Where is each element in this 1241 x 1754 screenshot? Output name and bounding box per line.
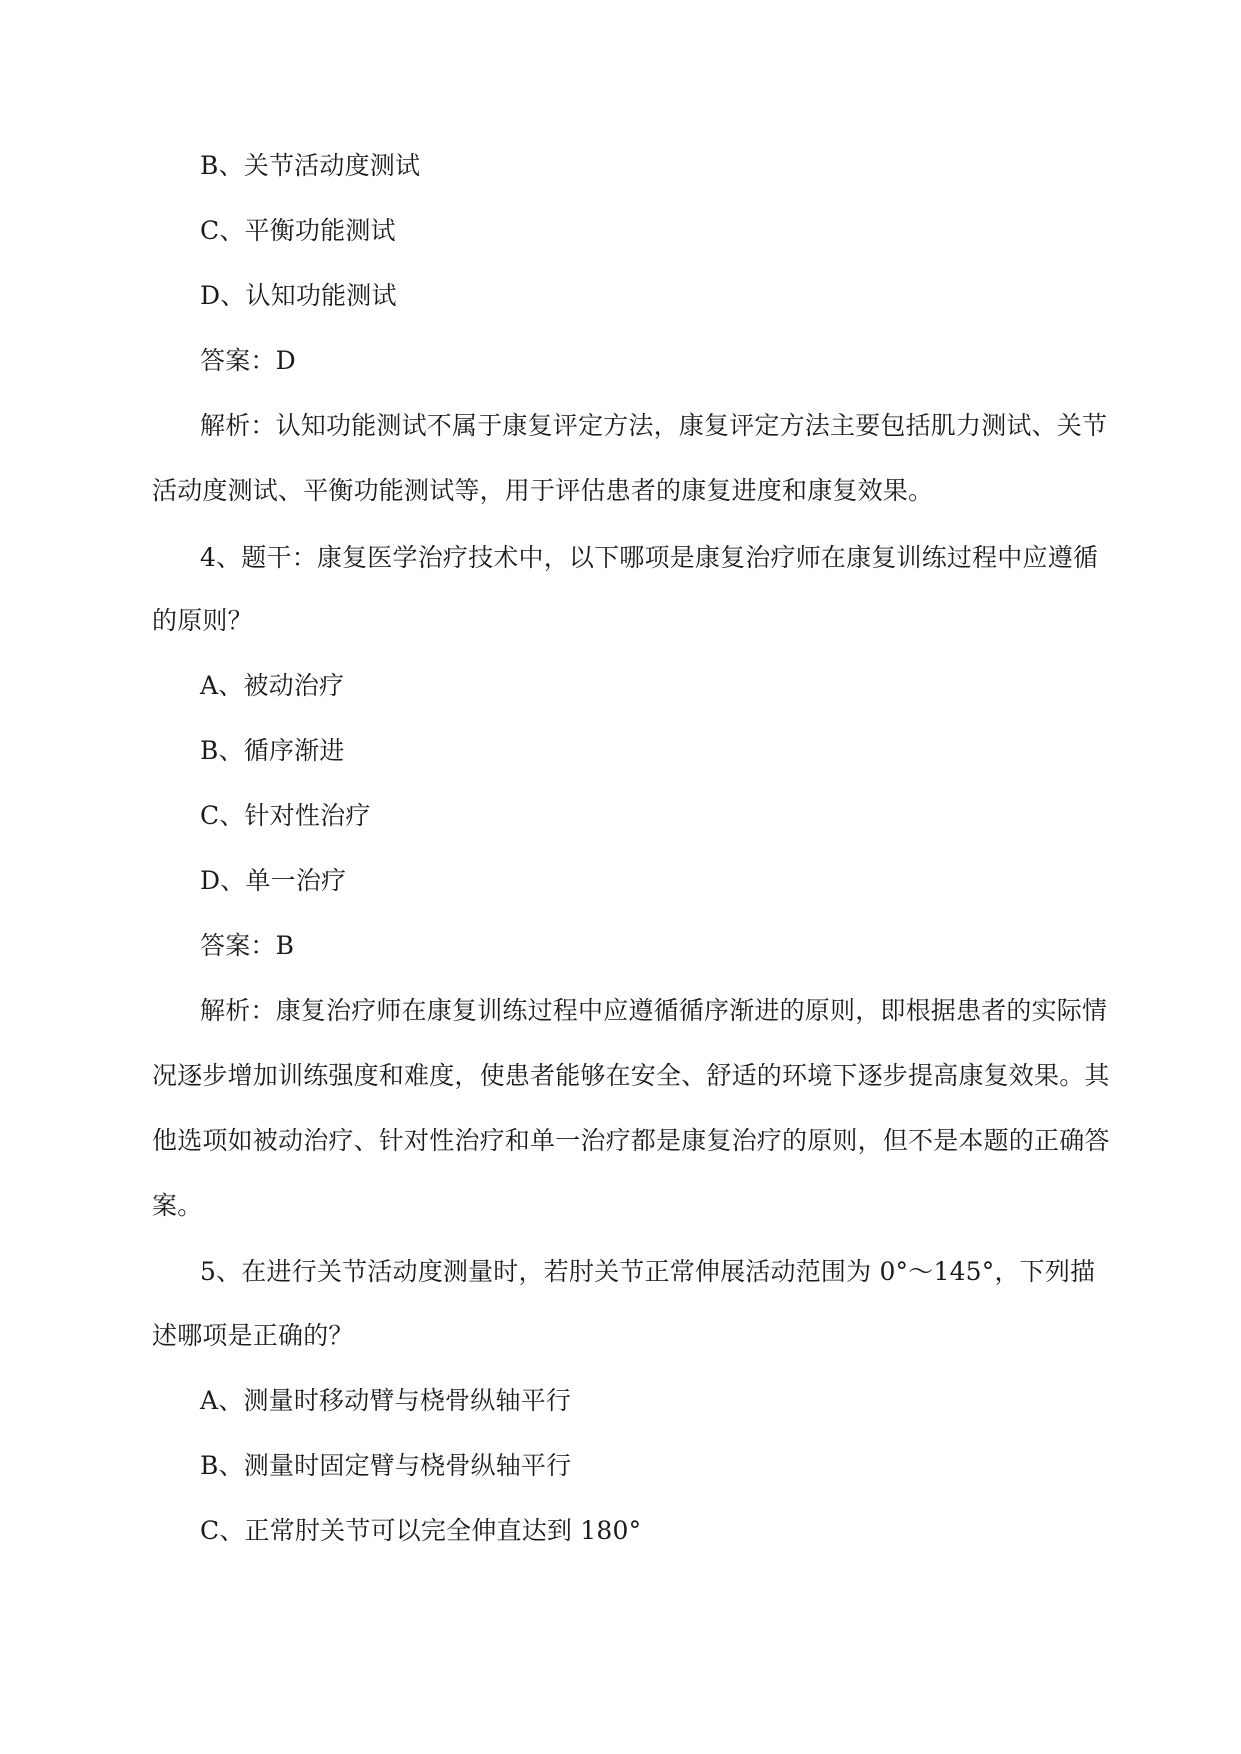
q5-option-b: B、测量时固定臂与桡骨纵轴平行: [200, 1451, 572, 1480]
q3-analysis-line-2: 活动度测试、平衡功能测试等，用于评估患者的康复进度和康复效果。: [152, 476, 934, 505]
q3-option-d: D、认知功能测试: [200, 281, 397, 310]
q4-analysis-line-2: 况逐步增加训练强度和难度，使患者能够在安全、舒适的环境下逐步提高康复效果。其: [152, 1061, 1110, 1090]
q3-answer: 答案：D: [200, 346, 296, 375]
q4-answer: 答案：B: [200, 931, 295, 960]
q5-option-a: A、测量时移动臂与桡骨纵轴平行: [200, 1386, 572, 1415]
q4-analysis-line-1: 解析：康复治疗师在康复训练过程中应遵循循序渐进的原则，即根据患者的实际情: [200, 996, 1108, 1025]
q4-option-b: B、循序渐进: [200, 736, 345, 765]
q4-option-d: D、单一治疗: [200, 866, 347, 895]
q4-option-c: C、针对性治疗: [200, 801, 371, 830]
q4-analysis-line-4: 案。: [152, 1191, 203, 1220]
q4-option-a: A、被动治疗: [200, 671, 345, 700]
q5-stem-line-1: 5、在进行关节活动度测量时，若肘关节正常伸展活动范围为 0°～145°，下列描: [200, 1257, 1096, 1286]
q3-option-c: C、平衡功能测试: [200, 216, 396, 245]
q4-analysis-line-3: 他选项如被动治疗、针对性治疗和单一治疗都是康复治疗的原则，但不是本题的正确答: [152, 1126, 1110, 1155]
q5-stem-line-2: 述哪项是正确的？: [152, 1321, 354, 1350]
q3-option-b: B、关节活动度测试: [200, 151, 421, 180]
q5-option-c: C、正常肘关节可以完全伸直达到 180°: [200, 1516, 642, 1545]
q4-stem-line-2: 的原则？: [152, 606, 253, 635]
q4-stem-line-1: 4、题干：康复医学治疗技术中，以下哪项是康复治疗师在康复训练过程中应遵循: [200, 543, 1099, 572]
q3-analysis-line-1: 解析：认知功能测试不属于康复评定方法，康复评定方法主要包括肌力测试、关节: [200, 411, 1108, 440]
